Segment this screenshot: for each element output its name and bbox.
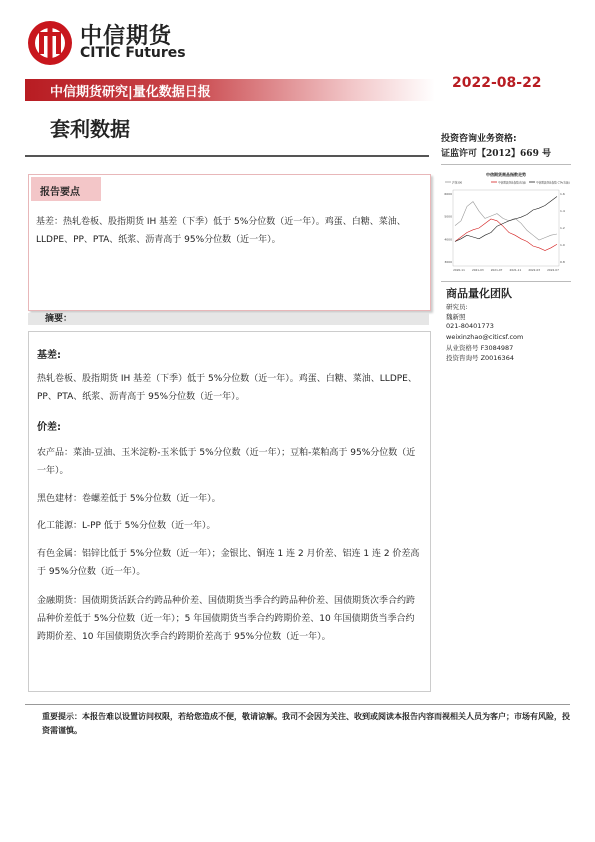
chart-plot-frame bbox=[453, 190, 559, 266]
qualification-label: 投资咨询业务资格: bbox=[441, 134, 517, 144]
legend-label: 中信期货商品指数 CTA(右轴) bbox=[536, 181, 570, 185]
chart-title: 中信期货商品指数走势 bbox=[486, 172, 526, 177]
team-line-phone: 021-80401773 bbox=[446, 322, 494, 330]
x-tick: 2020-11 bbox=[453, 268, 465, 272]
legend-label: 沪深300 bbox=[452, 181, 463, 185]
x-tick: 2022-03 bbox=[528, 268, 541, 272]
logo-text-cn: 中信期货 bbox=[80, 24, 173, 49]
black-text: 黑色建材：卷螺差低于 5%分位数（近一年）。 bbox=[37, 494, 221, 504]
legend-label: 中信期货商品指数(右轴) bbox=[498, 181, 526, 185]
right-divider-bottom bbox=[441, 281, 571, 282]
right-divider-top bbox=[441, 164, 571, 165]
summary-text: 基差：热轧卷板、股指期货 IH 基差（下季）低于 5%分位数（近一年）。鸡蛋、白糖、菜油、LLDPE、PP、PTA、纸浆、沥青高于 95%分位数（近一年）。 bbox=[36, 217, 406, 245]
banner-text: 中信期货研究|量化数据日报 bbox=[50, 85, 211, 100]
y-right-tick: 1.2 bbox=[560, 226, 565, 230]
citic-logo-icon bbox=[27, 20, 73, 66]
index-chart bbox=[441, 170, 571, 280]
y-right-tick: 1.4 bbox=[560, 209, 565, 213]
series-line bbox=[455, 197, 557, 242]
x-tick: 2021-03 bbox=[471, 268, 484, 272]
report-date: 2022-08-22 bbox=[452, 75, 542, 91]
summary-tag-label: 报告要点 bbox=[40, 187, 80, 198]
series-line bbox=[455, 219, 557, 251]
y-left-tick: 4000 bbox=[444, 237, 452, 242]
basis-heading: 基差: bbox=[37, 350, 61, 361]
footer-notice: 重要提示：本报告难以设置访问权限，若给您造成不便，敬请谅解。我司不会因为关注、收到或阅读本报告内容而视相关人员为客户；市场有风险，投资需谨慎。 bbox=[42, 712, 570, 735]
x-tick: 2021-07 bbox=[490, 268, 503, 272]
team-line-role: 研究员: bbox=[446, 303, 468, 311]
metal-text: 有色金属：铝锌比低于 5%分位数（近一年）；金银比、铜连 1 连 2 月价差、铝连 1 连 2 价差高于 95%分位数（近一年）。 bbox=[37, 549, 420, 577]
qualification-value: 证监许可【2012】669 号 bbox=[441, 149, 551, 159]
y-right-tick: 1.0 bbox=[560, 243, 565, 247]
team-line-consult: 投资咨询号 Z0016364 bbox=[446, 354, 514, 362]
x-tick: 2021-11 bbox=[509, 268, 522, 272]
series-line bbox=[455, 202, 557, 240]
team-line-name: 魏新照 bbox=[446, 313, 466, 321]
x-tick: 2022-07 bbox=[547, 268, 559, 272]
team-title: 商品量化团队 bbox=[446, 287, 512, 300]
agri-text: 农产品：菜油-豆油、玉米淀粉-玉米低于 5%分位数（近一年）；豆粕-菜粕高于 95%分位数（近一年）。 bbox=[37, 448, 416, 476]
abstract-label: 摘要： bbox=[45, 314, 73, 324]
team-line-license: 从业资格号 F3084987 bbox=[446, 344, 514, 352]
y-right-tick: 1.6 bbox=[560, 192, 565, 196]
title-divider bbox=[25, 155, 429, 157]
y-right-tick: 0.8 bbox=[560, 260, 565, 264]
logo-text-en: CITIC Futures bbox=[80, 45, 186, 61]
fin-text: 金融期货：国债期货活跃合约跨品种价差、国债期货当季合约跨品种价差、国债期货次季合约跨品种价差低于 5%分位数（近一年）；5 年国债期货当季合约跨期价差、10 年国债期货当季合约跨期价差、10 年国债期货次季合约跨期价差高于 95%分位数（近一年）。 bbox=[37, 596, 416, 642]
y-left-tick: 3000 bbox=[444, 260, 452, 264]
basis-text: 热轧卷板、股指期货 IH 基差（下季）低于 5%分位数（近一年）。鸡蛋、白糖、菜油、LLDPE、PP、PTA、纸浆、沥青高于 95%分位数（近一年）。 bbox=[37, 374, 417, 402]
y-left-tick: 5000 bbox=[444, 214, 452, 219]
abstract-bar bbox=[28, 313, 429, 325]
chem-text: 化工能源：L-PP 低于 5%分位数（近一年）。 bbox=[37, 521, 216, 531]
team-line-email[interactable]: weixinzhao@citicsf.com bbox=[446, 333, 524, 341]
page-title: 套利数据 bbox=[50, 117, 130, 141]
spread-heading: 价差: bbox=[37, 422, 61, 433]
y-left-tick: 6000 bbox=[444, 192, 452, 196]
footer-divider bbox=[25, 704, 570, 705]
